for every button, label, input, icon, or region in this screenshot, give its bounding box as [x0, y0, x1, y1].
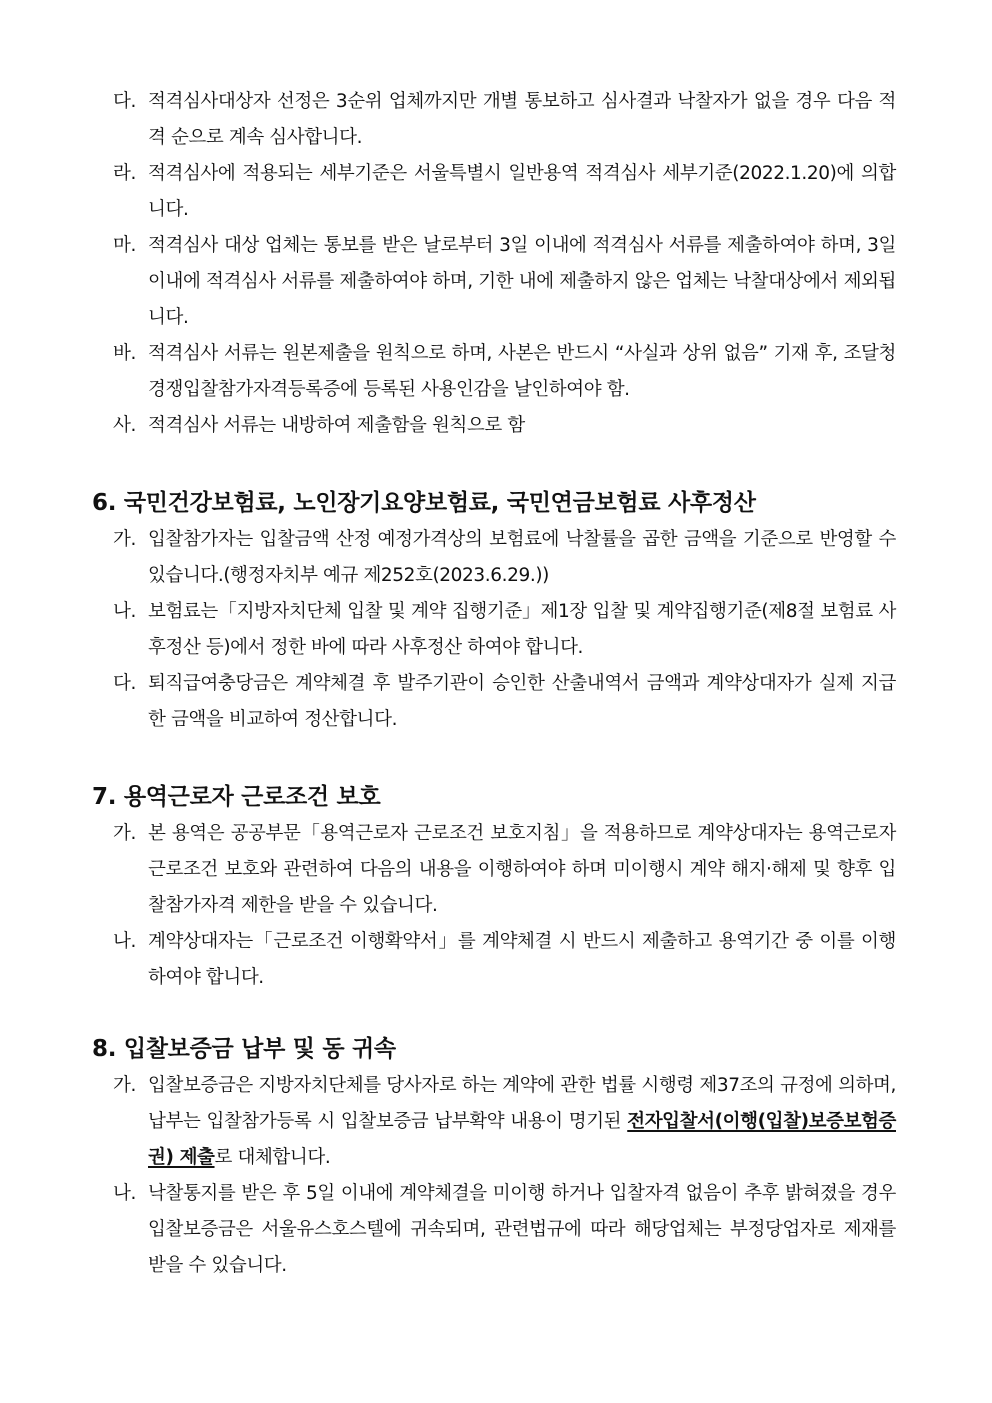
section-heading: 7. 용역근로자 근로조건 보호: [92, 784, 381, 810]
item-marker: 나.: [113, 601, 136, 622]
item-marker: 가.: [113, 1075, 136, 1096]
list-item: [92, 1176, 896, 1284]
list-item: [92, 84, 896, 156]
section-8: [92, 1032, 896, 1284]
section-heading: 8. 입찰보증금 납부 및 동 귀속: [92, 1036, 396, 1062]
item-text-before: 입찰보증금은 지방자치단체를 당사자로 하는 계약에 관한 법률 시행령 제37조의 규정에 의하며, 납부는 입찰참가등록 시 입찰보증금 납부확약 내용이 명기된: [148, 1075, 896, 1132]
section-7: [92, 780, 896, 996]
list-item: [92, 1068, 896, 1176]
list-item: [92, 156, 896, 228]
item-text: 계약상대자는「근로조건 이행확약서」를 계약체결 시 반드시 제출하고 용역기간 중 이를 이행하여야 합니다.: [148, 931, 896, 988]
item-text: 적격심사 서류는 내방하여 제출함을 원칙으로 함: [148, 415, 525, 436]
item-marker: 사.: [113, 415, 136, 436]
list-item: [92, 924, 896, 996]
underlined-emphasis: 전자입찰서(이행(입찰)보증보험증권) 제출: [148, 1111, 896, 1168]
section-5-continued: [92, 84, 896, 444]
list-item: [92, 228, 896, 336]
section-6: [92, 486, 896, 738]
list-item: [92, 816, 896, 924]
item-text: 보험료는「지방자치단체 입찰 및 계약 집행기준」제1장 입찰 및 계약집행기준(제8절 보험료 사후정산 등)에서 정한 바에 따라 사후정산 하여야 합니다.: [148, 601, 896, 658]
item-text: 본 용역은 공공부문「용역근로자 근로조건 보호지침」을 적용하므로 계약상대자는 용역근로자 근로조건 보호와 관련하여 다음의 내용을 이행하여야 하며 미이행시 계약 해지·해제 및 향후 입찰참가자격 제한을 받을 수 있습니다.: [148, 823, 896, 916]
item-marker: 나.: [113, 1183, 136, 1204]
list-item: [92, 522, 896, 594]
item-text: 퇴직급여충당금은 계약체결 후 발주기관이 승인한 산출내역서 금액과 계약상대자가 실제 지급한 금액을 비교하여 정산합니다.: [148, 673, 896, 730]
section-heading: 6. 국민건강보험료, 노인장기요양보험료, 국민연금보험료 사후정산: [92, 490, 756, 516]
item-marker: 마.: [113, 235, 136, 256]
list-item: [92, 666, 896, 738]
item-text: 적격심사에 적용되는 세부기준은 서울특별시 일반용역 적격심사 세부기준(2022.1.20)에 의합니다.: [148, 163, 896, 220]
item-marker: 가.: [113, 529, 136, 550]
item-marker: 라.: [113, 163, 136, 184]
item-text: 적격심사 서류는 원본제출을 원칙으로 하며, 사본은 반드시 “사실과 상위 없음” 기재 후, 조달청 경쟁입찰참가자격등록증에 등록된 사용인감을 날인하여야 함.: [148, 343, 896, 400]
list-item: [92, 594, 896, 666]
list-item: [92, 408, 896, 444]
item-text: 낙찰통지를 받은 후 5일 이내에 계약체결을 미이행 하거나 입찰자격 없음이 추후 밝혀졌을 경우 입찰보증금은 서울유스호스텔에 귀속되며, 관련법규에 따라 해당업체는 부정당업자로 제재를 받을 수 있습니다.: [148, 1183, 896, 1276]
item-text-after: 로 대체합니다.: [214, 1147, 331, 1168]
item-marker: 다.: [113, 91, 136, 112]
item-text: 적격심사 대상 업체는 통보를 받은 날로부터 3일 이내에 적격심사 서류를 제출하여야 하며, 3일 이내에 적격심사 서류를 제출하여야 하며, 기한 내에 제출하지 않은 업체는 낙찰대상에서 제외됩니다.: [148, 235, 896, 328]
item-text: [148, 1068, 896, 1176]
item-marker: 다.: [113, 673, 136, 694]
item-text: 입찰참가자는 입찰금액 산정 예정가격상의 보험료에 낙찰률을 곱한 금액을 기준으로 반영할 수 있습니다.(행정자치부 예규 제252호(2023.6.29.)): [148, 529, 896, 586]
item-text: 적격심사대상자 선정은 3순위 업체까지만 개별 통보하고 심사결과 낙찰자가 없을 경우 다음 적격 순으로 계속 심사합니다.: [148, 91, 896, 148]
list-item: [92, 336, 896, 408]
item-marker: 바.: [113, 343, 136, 364]
item-marker: 가.: [113, 823, 136, 844]
item-marker: 나.: [113, 931, 136, 952]
